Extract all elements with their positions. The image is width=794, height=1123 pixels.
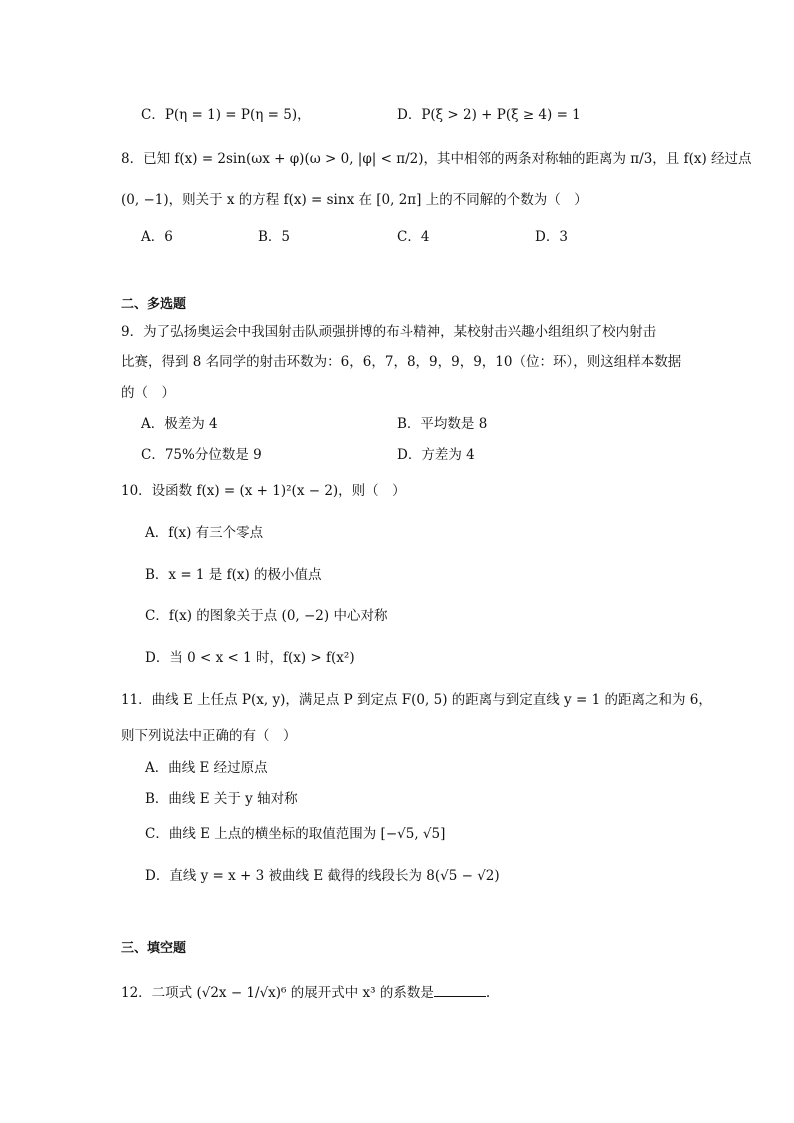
q9-stem-line1: 9．为了弘扬奥运会中我国射击队顽强拼博的布斗精神，某校射击兴趣小组组织了校内射击	[121, 324, 657, 340]
q8-stem-line2: (0, −1)，则关于 x 的方程 f(x) = sinx 在 [0, 2π] 上的不同解的个数为（ ）	[121, 192, 588, 208]
q9-option-d: D．方差为 4	[397, 447, 475, 463]
q7-option-c: C．P(η = 1) = P(η = 5)，	[141, 107, 311, 123]
q10-stem: 10．设函数 f(x) = (x + 1)²(x − 2)，则（ ）	[121, 483, 406, 499]
q8-option-c: C．4	[397, 229, 430, 245]
q8-option-b: B．5	[258, 229, 291, 245]
q9-stem-line3: 的（ ）	[121, 385, 175, 401]
q10-option-d: D．当 0 < x < 1 时，f(x) > f(x²)	[145, 650, 355, 666]
q11-stem-line1: 11．曲线 E 上任点 P(x, y)，满足点 P 到定点 F(0, 5) 的距离与到定直线 y = 1 的距离之和为 6，	[121, 692, 712, 708]
q7-option-d: D．P(ξ > 2) + P(ξ ≥ 4) = 1	[397, 107, 581, 123]
q11-option-d: D．直线 y = x + 3 被曲线 E 截得的线段长为 8(√5 − √2)	[145, 868, 500, 884]
q9-option-a: A．极差为 4	[141, 416, 218, 432]
q8-stem-line1: 8．已知 f(x) = 2sin(ωx + φ)(ω > 0, |φ| < π/2)，其中相邻的两条对称轴的距离为 π/3，且 f(x) 经过点	[121, 151, 752, 167]
section-heading-multiple-choice: 二、多选题	[121, 297, 187, 312]
q10-option-b: B．x = 1 是 f(x) 的极小值点	[145, 567, 322, 583]
q11-option-a: A．曲线 E 经过原点	[145, 760, 268, 776]
q8-option-a: A．6	[141, 229, 173, 245]
q8-option-d: D．3	[535, 229, 568, 245]
q11-stem-line2: 则下列说法中正确的有（ ）	[121, 728, 297, 744]
q10-option-c: C．f(x) 的图象关于点 (0, −2) 中心对称	[145, 608, 388, 624]
q9-stem-line2: 比赛，得到 8 名同学的射击环数为：6，6，7，8，9，9，9，10（位：环），则这组样本数据	[121, 354, 682, 370]
q9-option-b: B．平均数是 8	[397, 416, 488, 432]
q10-option-a: A．f(x) 有三个零点	[145, 525, 264, 541]
q11-option-b: B．曲线 E 关于 y 轴对称	[145, 791, 298, 807]
section-heading-fill-in-blank: 三、填空题	[121, 941, 187, 956]
answer-blank[interactable]	[434, 984, 486, 997]
q11-option-c: C．曲线 E 上点的横坐标的取值范围为 [−√5, √5]	[145, 826, 446, 842]
q12-text: 12．二项式 (√2x − 1/√x)⁶ 的展开式中 x³ 的系数是	[121, 985, 434, 1001]
q12-period: .	[485, 985, 491, 1001]
q12-stem	[121, 984, 490, 1002]
q9-option-c: C．75%分位数是 9	[141, 447, 262, 463]
